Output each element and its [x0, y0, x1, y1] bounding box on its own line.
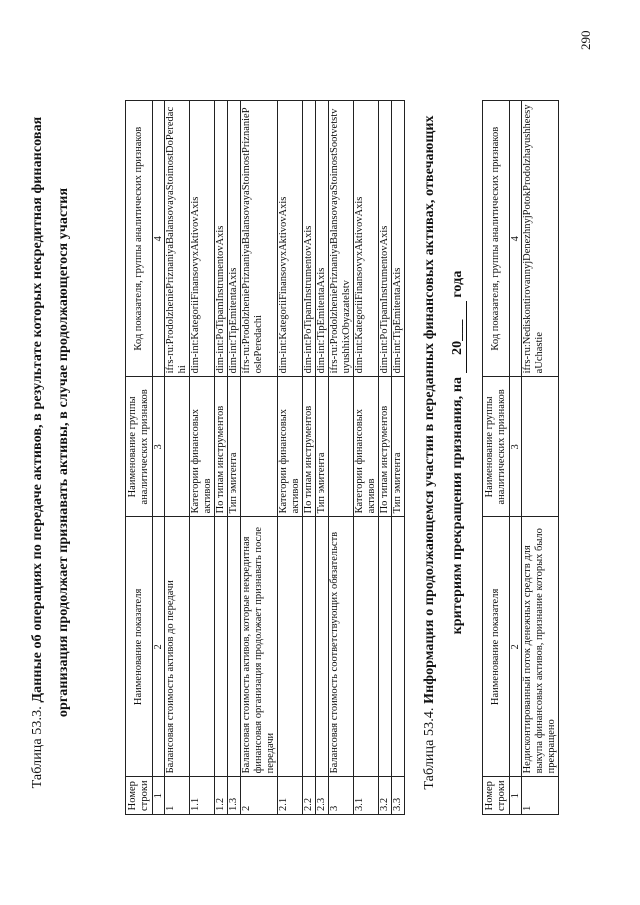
table1: [125, 100, 405, 815]
column-header: Номер строки: [126, 777, 153, 815]
table1-caption-title: Данные об операциях по передаче активов, в результате которых некредитная финансовая: [30, 116, 45, 703]
indicator-name: Недисконтированный поток денежных средств для выкупа финансовых активов, признание которых было прекращено: [522, 517, 559, 777]
column-number: 3: [510, 377, 522, 517]
table1-caption-lead: Таблица 53.3.: [30, 706, 45, 789]
row-number: 3: [329, 777, 354, 815]
indicator-code: ifrs-ru:ProdolzheniePriznaniyaBalansovayaStoimostDoPeredachi: [165, 101, 190, 377]
group-name: По типам инструментов: [215, 377, 228, 517]
group-name: Категории финансовых активов: [190, 377, 215, 517]
indicator-name: [278, 517, 303, 777]
column-number: 1: [153, 777, 165, 815]
table2-caption-line2: [450, 0, 467, 905]
indicator-name: [392, 517, 405, 777]
indicator-code: dim-int:TipEmitentaAxis: [228, 101, 241, 377]
row-number: 1.3: [228, 777, 241, 815]
page-number: 290: [578, 30, 593, 50]
group-name: [329, 377, 354, 517]
row-number: 2.3: [316, 777, 329, 815]
group-name: По типам инструментов: [379, 377, 392, 517]
indicator-code: dim-int:TipEmitentaAxis: [392, 101, 405, 377]
indicator-name: [354, 517, 379, 777]
indicator-code: dim-int:PoTipamInstrumentovAxis: [303, 101, 316, 377]
indicator-code: ifrs-ru:ProdolzheniePriznaniyaBalansovayaStoimostSootvetstvuyushhixObyazatelstv: [329, 101, 354, 377]
table-row: [165, 101, 190, 815]
table1-caption-line2: организация продолжает признавать активы, в случае продолжающегося участия: [56, 187, 71, 718]
indicator-name: Балансовая стоимость соответствующих обязательств: [329, 517, 354, 777]
indicator-name: [190, 517, 215, 777]
table-row: [379, 101, 392, 815]
header-row: [483, 101, 510, 815]
table-row: [303, 101, 316, 815]
column-header: Наименование показателя: [483, 517, 510, 777]
table-row: [316, 101, 329, 815]
group-name: [522, 377, 559, 517]
table-row: [392, 101, 405, 815]
row-number: 3.3: [392, 777, 405, 815]
indicator-name: [215, 517, 228, 777]
row-number: 1.1: [190, 777, 215, 815]
group-name: [241, 377, 278, 517]
column-number: 1: [510, 777, 522, 815]
indicator-code: dim-int:KategoriiFinansovyxAktivovAxis: [278, 101, 303, 377]
group-name: [165, 377, 190, 517]
indicator-name: [379, 517, 392, 777]
column-header: Наименование группы аналитических признаков: [126, 377, 153, 517]
column-header: Код показателя, группы аналитических признаков: [126, 101, 153, 377]
column-number: 4: [510, 101, 522, 377]
table2: [482, 100, 559, 815]
column-header: Наименование показателя: [126, 517, 153, 777]
indicator-name: [303, 517, 316, 777]
table-row: [215, 101, 228, 815]
table2-caption-title: Информация о продолжающемся участии в переданных финансовых активах, отвечающих: [422, 115, 437, 704]
column-number: 2: [510, 517, 522, 777]
table-row: [329, 101, 354, 815]
indicator-code: dim-int:KategoriiFinansovyxAktivovAxis: [190, 101, 215, 377]
group-name: Тип эмитента: [228, 377, 241, 517]
indicator-code: dim-int:TipEmitentaAxis: [316, 101, 329, 377]
table-row: [241, 101, 278, 815]
table2-caption-lead: Таблица 53.4.: [422, 707, 437, 790]
row-number: 3.2: [379, 777, 392, 815]
row-number: 2.2: [303, 777, 316, 815]
indicator-code: ifrs-ru:NediskontirovannyjDenezhnyjPotokProdolzhayushheesyaUchastie: [522, 101, 559, 377]
column-number-row: [510, 101, 522, 815]
column-number-row: [153, 101, 165, 815]
column-header: Код показателя, группы аналитических признаков: [483, 101, 510, 377]
table-row: [278, 101, 303, 815]
row-number: 3.1: [354, 777, 379, 815]
indicator-code: dim-int:PoTipamInstrumentovAxis: [379, 101, 392, 377]
row-number: 2.1: [278, 777, 303, 815]
group-name: По типам инструментов: [303, 377, 316, 517]
row-number: 2: [241, 777, 278, 815]
indicator-name: Балансовая стоимость активов до передачи: [165, 517, 190, 777]
indicator-code: ifrs-ru:ProdolzheniePriznaniyaBalansovayaStoimostPriznaniePoslePeredachi: [241, 101, 278, 377]
table-row: [522, 101, 559, 815]
column-number: 2: [153, 517, 165, 777]
header-row: [126, 101, 153, 815]
group-name: Тип эмитента: [392, 377, 405, 517]
column-number: 3: [153, 377, 165, 517]
column-header: Номер строки: [483, 777, 510, 815]
table2-caption-date-suffix: года: [450, 270, 465, 298]
table-row: [228, 101, 241, 815]
indicator-name: [316, 517, 329, 777]
table2-caption-year-blank: 20___: [450, 301, 467, 373]
table-row: [190, 101, 215, 815]
row-number: 1.2: [215, 777, 228, 815]
table2-caption-date-prefix: критериям прекращения признания, на: [450, 376, 465, 635]
group-name: Категории финансовых активов: [278, 377, 303, 517]
row-number: 1: [165, 777, 190, 815]
indicator-code: dim-int:PoTipamInstrumentovAxis: [215, 101, 228, 377]
indicator-code: dim-int:KategoriiFinansovyxAktivovAxis: [354, 101, 379, 377]
table1-caption-line1: [30, 0, 46, 905]
indicator-name: Балансовая стоимость активов, которые некредитная финансовая организация продолжает признавать после передачи: [241, 517, 278, 777]
indicator-name: [228, 517, 241, 777]
table-row: [354, 101, 379, 815]
column-number: 4: [153, 101, 165, 377]
table2-caption-line1: [422, 0, 438, 905]
column-header: Наименование группы аналитических признаков: [483, 377, 510, 517]
group-name: Тип эмитента: [316, 377, 329, 517]
group-name: Категории финансовых активов: [354, 377, 379, 517]
row-number: 1: [522, 777, 559, 815]
